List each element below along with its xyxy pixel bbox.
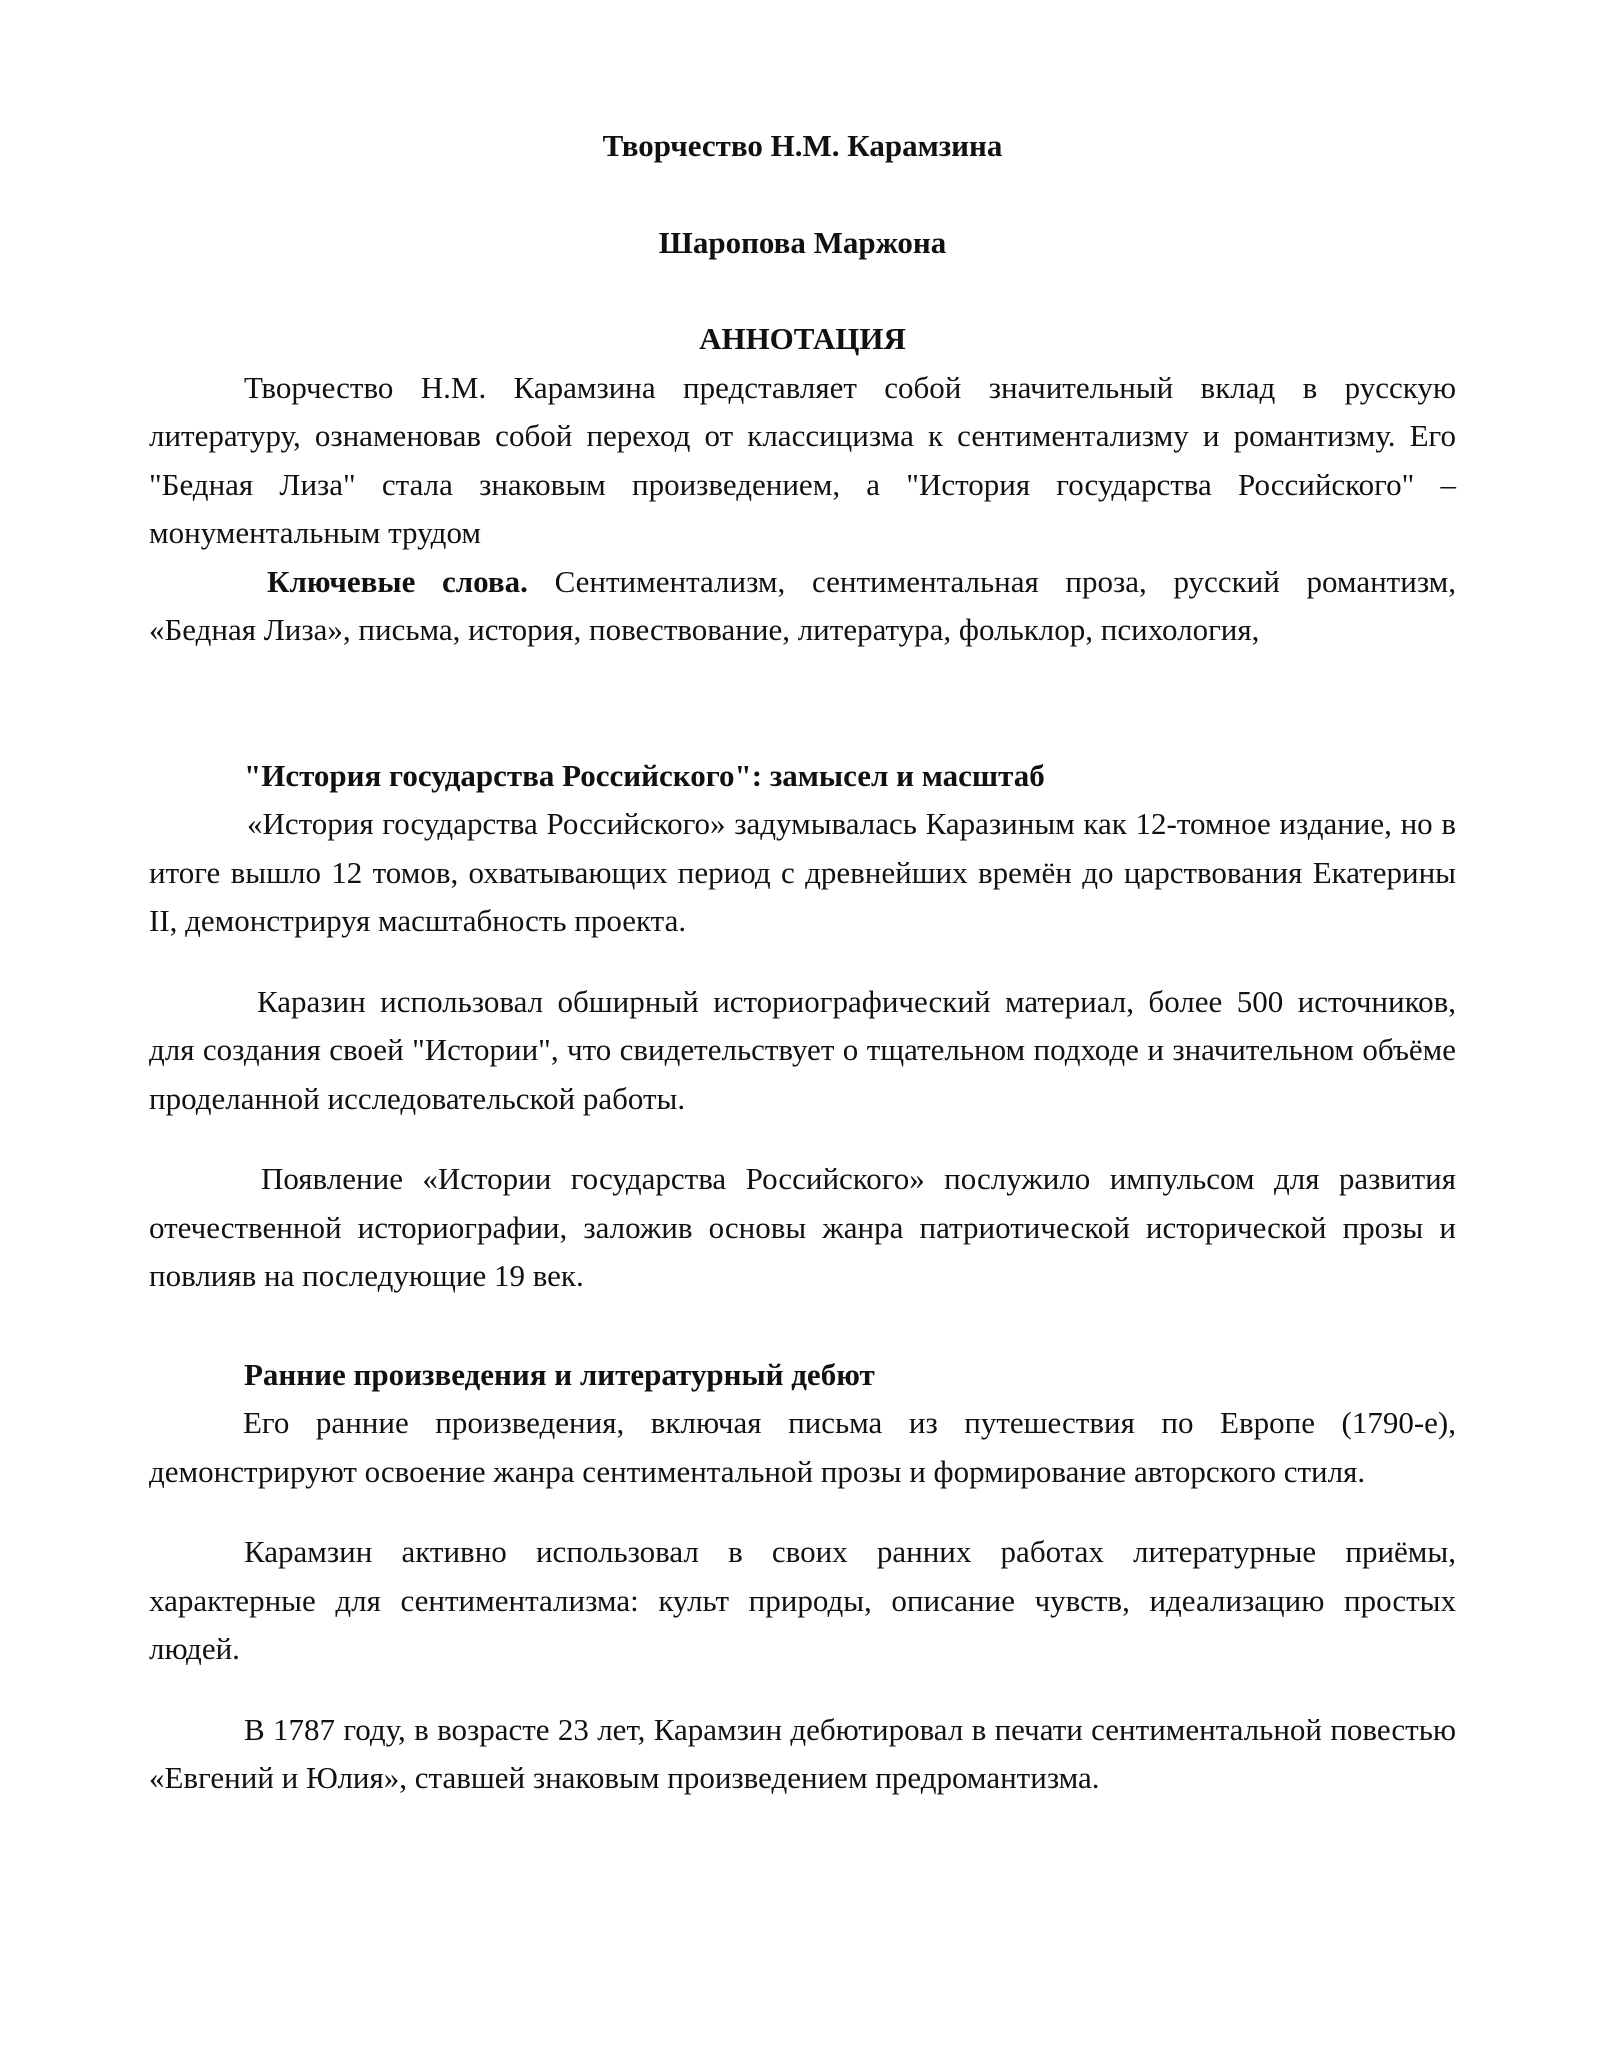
section-heading-early-works: Ранние произведения и литературный дебют: [244, 1356, 875, 1392]
section-paragraph: Появление «Истории государства Российского» послужило импульсом для развития отечественной историографии, заложив основы жанра патриотической исторической прозы и повлияв на последующие 19 век.: [149, 1161, 1456, 1293]
section-paragraph: Его ранние произведения, включая письма из путешествия по Европе (1790-е), демонстрируют освоение жанра сентиментальной прозы и формирование авторского стиля.: [149, 1405, 1456, 1489]
spacer: [149, 655, 1456, 752]
author-name: Шаропова Маржона: [658, 224, 947, 260]
section-paragraph: «История государства Российского» задумывалась Каразиным как 12-томное издание, но в итоге вышло 12 томов, охватывающих период с древнейших времён до царствования Екатерины II, демонстрируя масштабность проекта.: [149, 806, 1456, 938]
keywords-text: Сентиментализм, сентиментальная проза, русский романтизм, «Бедная Лиза», письма, история, повествование, литература, фольклор, психология,: [149, 563, 1456, 647]
section-paragraph: Каразин использовал обширный историографический материал, более 500 источников, для создания своей "Истории", что свидетельствует о тщательном подходе и значительном объёме проделанной исследовательской работы.: [149, 983, 1456, 1116]
document-page: [149, 122, 1456, 1803]
section-paragraph: Карамзин активно использовал в своих ранних работах литературные приёмы, характерные для сентиментализма: культ природы, описание чувств, идеализацию простых людей.: [149, 1534, 1456, 1666]
keywords-paragraph: [149, 558, 1456, 655]
keywords-label: Ключевые слова.: [267, 563, 528, 599]
document-title: Творчество Н.М. Карамзина: [602, 128, 1003, 163]
section-heading-history: "История государства Российского": замысел и масштаб: [244, 757, 1045, 793]
section-paragraph: В 1787 году, в возрасте 23 лет, Карамзин дебютировал в печати сентиментальной повестью «Евгений и Юлия», ставшей знаковым произведением предромантизма.: [149, 1711, 1456, 1795]
annotation-heading: АННОТАЦИЯ: [699, 321, 906, 356]
annotation-text: Творчество Н.М. Карамзина представляет собой значительный вклад в русскую литературу, ознаменовав собой переход от классицизма к сентиментализму и романтизму. Его "Бедная Лиза" стала знаковым произведением, а "История государства Российского" – монументальным трудом: [149, 369, 1456, 550]
